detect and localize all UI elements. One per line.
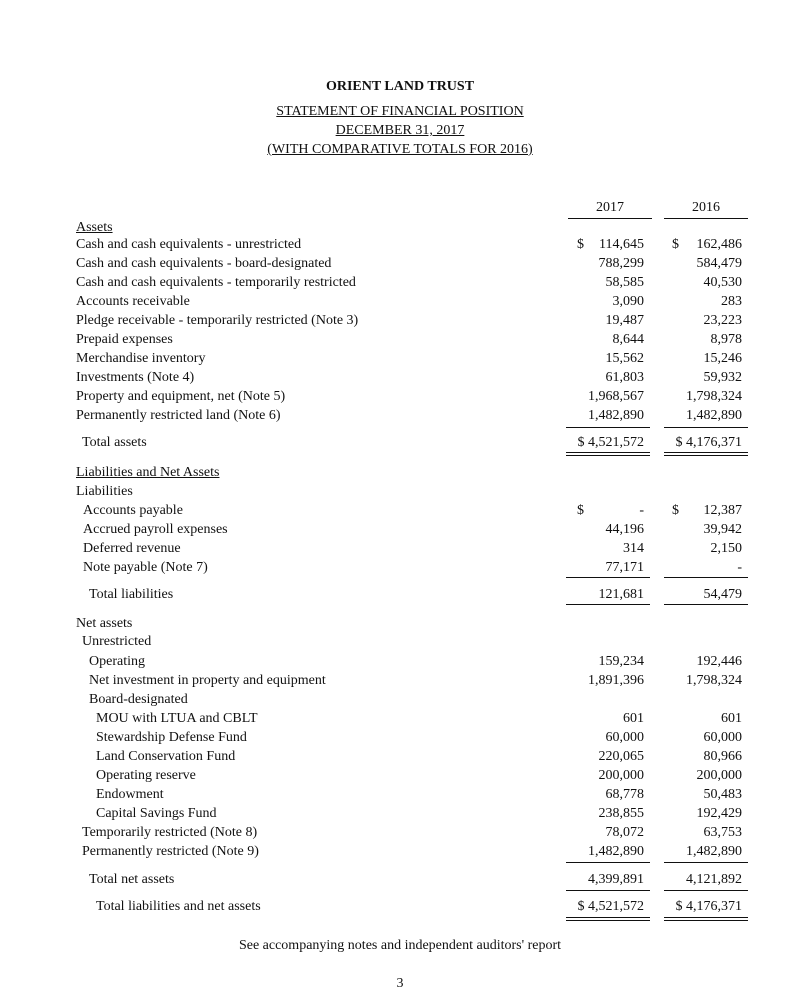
value-2017: 1,482,890: [588, 844, 644, 859]
underline-rule: [566, 862, 650, 863]
row-label: Operating: [89, 654, 145, 669]
row-label: Cash and cash equivalents - board-designated: [76, 256, 332, 271]
row-label: Pledge receivable - temporarily restricted (Note 3): [76, 313, 359, 328]
row-label: Note payable (Note 7): [83, 560, 208, 575]
row-label: Permanently restricted land (Note 6): [76, 408, 281, 423]
table-row: [0, 219, 800, 236]
table-row: [0, 236, 800, 253]
column-header-2016: 2016: [664, 200, 748, 219]
row-label: Stewardship Defense Fund: [96, 730, 247, 745]
value-2016: 59,932: [703, 370, 742, 385]
value-2017: $ 4,521,572: [577, 435, 644, 450]
value-2016: 23,223: [703, 313, 742, 328]
value-2016: 601: [721, 711, 742, 726]
row-label: Liabilities and Net Assets: [76, 465, 220, 480]
value-2017: 68,778: [605, 787, 644, 802]
double-underline: [664, 917, 748, 921]
table-row: [0, 483, 800, 500]
underline-rule: [566, 890, 650, 891]
table-row: [0, 633, 800, 650]
value-2017: $ 4,521,572: [577, 899, 644, 914]
table-row: [0, 407, 800, 424]
row-label: Total liabilities and net assets: [96, 899, 261, 914]
row-label: Liabilities: [76, 484, 133, 499]
value-2016: 80,966: [703, 749, 742, 764]
statement-title: STATEMENT OF FINANCIAL POSITION: [276, 104, 524, 119]
table-row: [0, 521, 800, 538]
table-row: [0, 586, 800, 603]
table-row: [0, 653, 800, 670]
value-2017: 77,171: [605, 560, 644, 575]
value-2017: 200,000: [598, 768, 644, 783]
value-2016: 15,246: [703, 351, 742, 366]
statement-date: DECEMBER 31, 2017: [335, 123, 465, 138]
table-row: [0, 748, 800, 765]
table-row: [0, 464, 800, 481]
underline-rule: [566, 604, 650, 605]
row-label: Prepaid expenses: [76, 332, 173, 347]
table-row: [0, 434, 800, 451]
row-label: Operating reserve: [96, 768, 196, 783]
row-label: Total assets: [82, 435, 147, 450]
value-2017: 8,644: [612, 332, 644, 347]
column-header-2017: 2017: [568, 200, 652, 219]
value-2017: 1,968,567: [588, 389, 644, 404]
value-2016: 200,000: [696, 768, 742, 783]
value-2017: 159,234: [598, 654, 644, 669]
underline-rule: [664, 890, 748, 891]
table-row: [0, 502, 800, 519]
value-2017: 121,681: [598, 587, 644, 602]
row-label: Deferred revenue: [83, 541, 181, 556]
double-underline: [566, 452, 650, 456]
value-2016: 63,753: [703, 825, 742, 840]
row-label: Cash and cash equivalents - temporarily restricted: [76, 275, 356, 290]
value-2017: 114,645: [599, 237, 644, 252]
table-row: [0, 898, 800, 915]
table-row: [0, 710, 800, 727]
table-row: [0, 843, 800, 860]
table-row: [0, 786, 800, 803]
value-2017: 788,299: [598, 256, 644, 271]
value-2017: 78,072: [605, 825, 644, 840]
table-row: [0, 767, 800, 784]
row-label: Net assets: [76, 616, 133, 631]
row-label: Permanently restricted (Note 9): [82, 844, 259, 859]
row-label: Property and equipment, net (Note 5): [76, 389, 286, 404]
value-2016: 54,479: [703, 587, 742, 602]
value-2016: 39,942: [703, 522, 742, 537]
value-2017: 58,585: [605, 275, 644, 290]
value-2017: 15,562: [605, 351, 644, 366]
value-2017: 19,487: [605, 313, 644, 328]
table-row: [0, 691, 800, 708]
double-underline: [664, 452, 748, 456]
value-2016: 60,000: [703, 730, 742, 745]
row-label: Board-designated: [89, 692, 188, 707]
underline-rule: [664, 577, 748, 578]
dollar-sign-2017: $: [577, 503, 584, 518]
value-2016: 162,486: [696, 237, 742, 252]
row-label: MOU with LTUA and CBLT: [96, 711, 258, 726]
table-row: [0, 615, 800, 632]
row-label: Temporarily restricted (Note 8): [82, 825, 258, 840]
row-label: Capital Savings Fund: [96, 806, 217, 821]
table-row: [0, 871, 800, 888]
value-2016: 1,482,890: [686, 844, 742, 859]
table-row: [0, 255, 800, 272]
row-label: Total liabilities: [89, 587, 174, 602]
table-row: [0, 805, 800, 822]
value-2016: 2,150: [710, 541, 742, 556]
value-2016: 1,798,324: [686, 389, 742, 404]
double-underline: [566, 917, 650, 921]
value-2016: $ 4,176,371: [675, 899, 742, 914]
value-2016: 40,530: [703, 275, 742, 290]
table-row: [0, 274, 800, 291]
table-row: [0, 350, 800, 367]
dollar-sign-2017: $: [577, 237, 584, 252]
table-row: [0, 331, 800, 348]
footer-note: See accompanying notes and independent auditors' report: [238, 938, 562, 953]
table-row: [0, 369, 800, 386]
value-2016: -: [737, 560, 742, 575]
table-row: [0, 388, 800, 405]
value-2017: 314: [623, 541, 644, 556]
value-2016: 1,798,324: [686, 673, 742, 688]
value-2017: 601: [623, 711, 644, 726]
table-row: [0, 729, 800, 746]
value-2017: 4,399,891: [588, 872, 644, 887]
underline-rule: [664, 862, 748, 863]
value-2017: 61,803: [605, 370, 644, 385]
row-label: Accounts receivable: [76, 294, 190, 309]
value-2017: 1,482,890: [588, 408, 644, 423]
table-row: [0, 672, 800, 689]
value-2016: 4,121,892: [686, 872, 742, 887]
value-2017: 60,000: [605, 730, 644, 745]
value-2017: 238,855: [598, 806, 644, 821]
row-label: Land Conservation Fund: [96, 749, 236, 764]
page-number: 3: [396, 976, 404, 991]
underline-rule: [566, 577, 650, 578]
table-row: [0, 293, 800, 310]
row-label: Investments (Note 4): [76, 370, 195, 385]
table-row: [0, 824, 800, 841]
value-2016: $ 4,176,371: [675, 435, 742, 450]
value-2016: 8,978: [710, 332, 742, 347]
row-label: Accounts payable: [83, 503, 183, 518]
value-2016: 192,429: [696, 806, 742, 821]
underline-rule: [664, 427, 748, 428]
table-row: [0, 312, 800, 329]
value-2016: 283: [721, 294, 742, 309]
value-2016: 50,483: [703, 787, 742, 802]
value-2016: 12,387: [703, 503, 742, 518]
row-label: Assets: [76, 220, 113, 235]
table-row: [0, 559, 800, 576]
value-2016: 1,482,890: [686, 408, 742, 423]
row-label: Accrued payroll expenses: [83, 522, 228, 537]
row-label: Total net assets: [89, 872, 175, 887]
value-2017: -: [639, 503, 644, 518]
table-row: [0, 540, 800, 557]
value-2016: 584,479: [696, 256, 742, 271]
value-2017: 44,196: [605, 522, 644, 537]
row-label: Net investment in property and equipment: [89, 673, 326, 688]
row-label: Endowment: [96, 787, 164, 802]
value-2017: 220,065: [598, 749, 644, 764]
value-2017: 3,090: [612, 294, 644, 309]
underline-rule: [566, 427, 650, 428]
row-label: Merchandise inventory: [76, 351, 206, 366]
dollar-sign-2016: $: [672, 237, 679, 252]
value-2017: 1,891,396: [588, 673, 644, 688]
row-label: Unrestricted: [82, 634, 152, 649]
value-2016: 192,446: [696, 654, 742, 669]
underline-rule: [664, 604, 748, 605]
org-name: ORIENT LAND TRUST: [325, 79, 475, 94]
dollar-sign-2016: $: [672, 503, 679, 518]
statement-subtitle: (WITH COMPARATIVE TOTALS FOR 2016): [267, 142, 533, 157]
row-label: Cash and cash equivalents - unrestricted: [76, 237, 302, 252]
